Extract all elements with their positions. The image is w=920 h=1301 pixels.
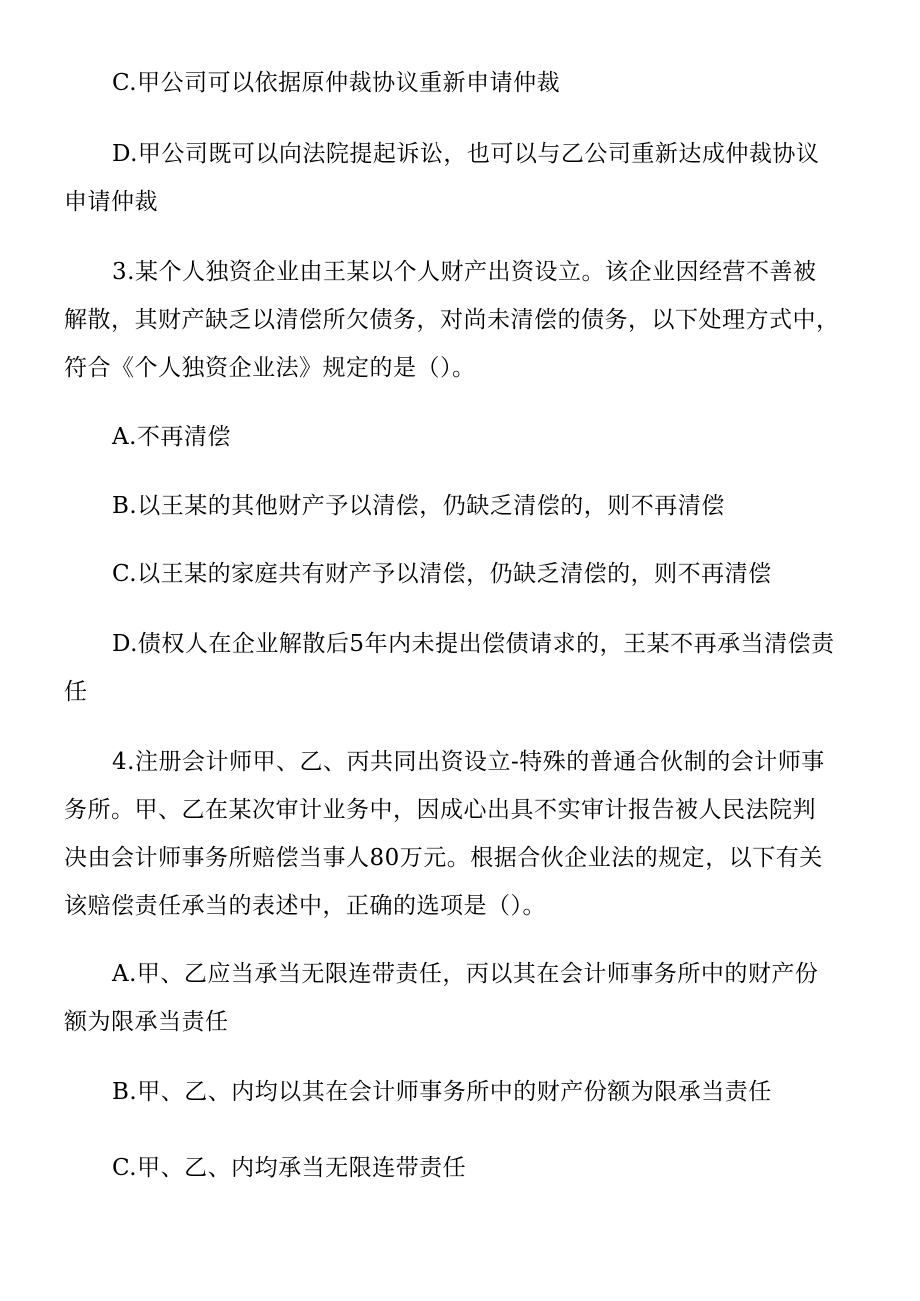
text-line: 任	[64, 679, 88, 705]
text-line: 申请仲裁	[64, 189, 158, 215]
q3-option-a	[64, 413, 860, 461]
q2-option-d	[64, 130, 860, 226]
text-line: 该赔偿责任承当的表述中，正确的选项是（）。	[64, 893, 546, 919]
text-line: A.甲、乙应当承当无限连带责任，丙以其在会计师事务所中的财产份	[112, 961, 819, 987]
text-line: 符合《个人独资企业法》规定的是（）。	[64, 355, 476, 381]
text-line: D.债权人在企业解散后5年内未提出偿债请求的，王某不再承当清偿责	[112, 631, 835, 657]
q3-option-b	[64, 482, 860, 530]
q4-option-a	[64, 950, 860, 1046]
q4-option-c	[64, 1144, 860, 1192]
text-line: A.不再清偿	[112, 424, 231, 450]
text-line: B.以王某的其他财产予以清偿，仍缺乏清偿的，则不再清偿	[112, 493, 725, 519]
q3-option-d	[64, 620, 860, 716]
text-line: C.甲公司可以依据原仲裁协议重新申请仲裁	[112, 70, 561, 96]
q3-stem	[64, 248, 860, 392]
text-line: D.甲公司既可以向法院提起诉讼，也可以与乙公司重新达成仲裁协议	[112, 141, 820, 167]
text-line: 决由会计师事务所赔偿当事人80万元。根据合伙企业法的规定，以下有关	[64, 845, 823, 871]
text-line: 4.注册会计师甲、乙、丙共同出资设立-特殊的普通合伙制的会计师事	[112, 749, 825, 775]
q4-option-b	[64, 1068, 860, 1116]
text-line: B.甲、乙、内均以其在会计师事务所中的财产份额为限承当责任	[112, 1079, 772, 1105]
q4-stem	[64, 738, 860, 930]
text-line: C.以王某的家庭共有财产予以清偿，仍缺乏清偿的，则不再清偿	[112, 561, 772, 587]
text-line: 3.某个人独资企业由王某以个人财产出资设立。该企业因经营不善被	[112, 259, 817, 285]
text-line: 额为限承当责任	[64, 1009, 229, 1035]
text-line: 解散，其财产缺乏以清偿所欠债务，对尚未清偿的债务，以下处理方式中，	[64, 307, 840, 333]
q2-option-c	[64, 59, 860, 107]
text-line: C.甲、乙、内均承当无限连带责任	[112, 1155, 467, 1181]
text-line: 务所。甲、乙在某次审计业务中，因成心出具不实审计报告被人民法院判	[64, 797, 816, 823]
q3-option-c	[64, 550, 860, 598]
